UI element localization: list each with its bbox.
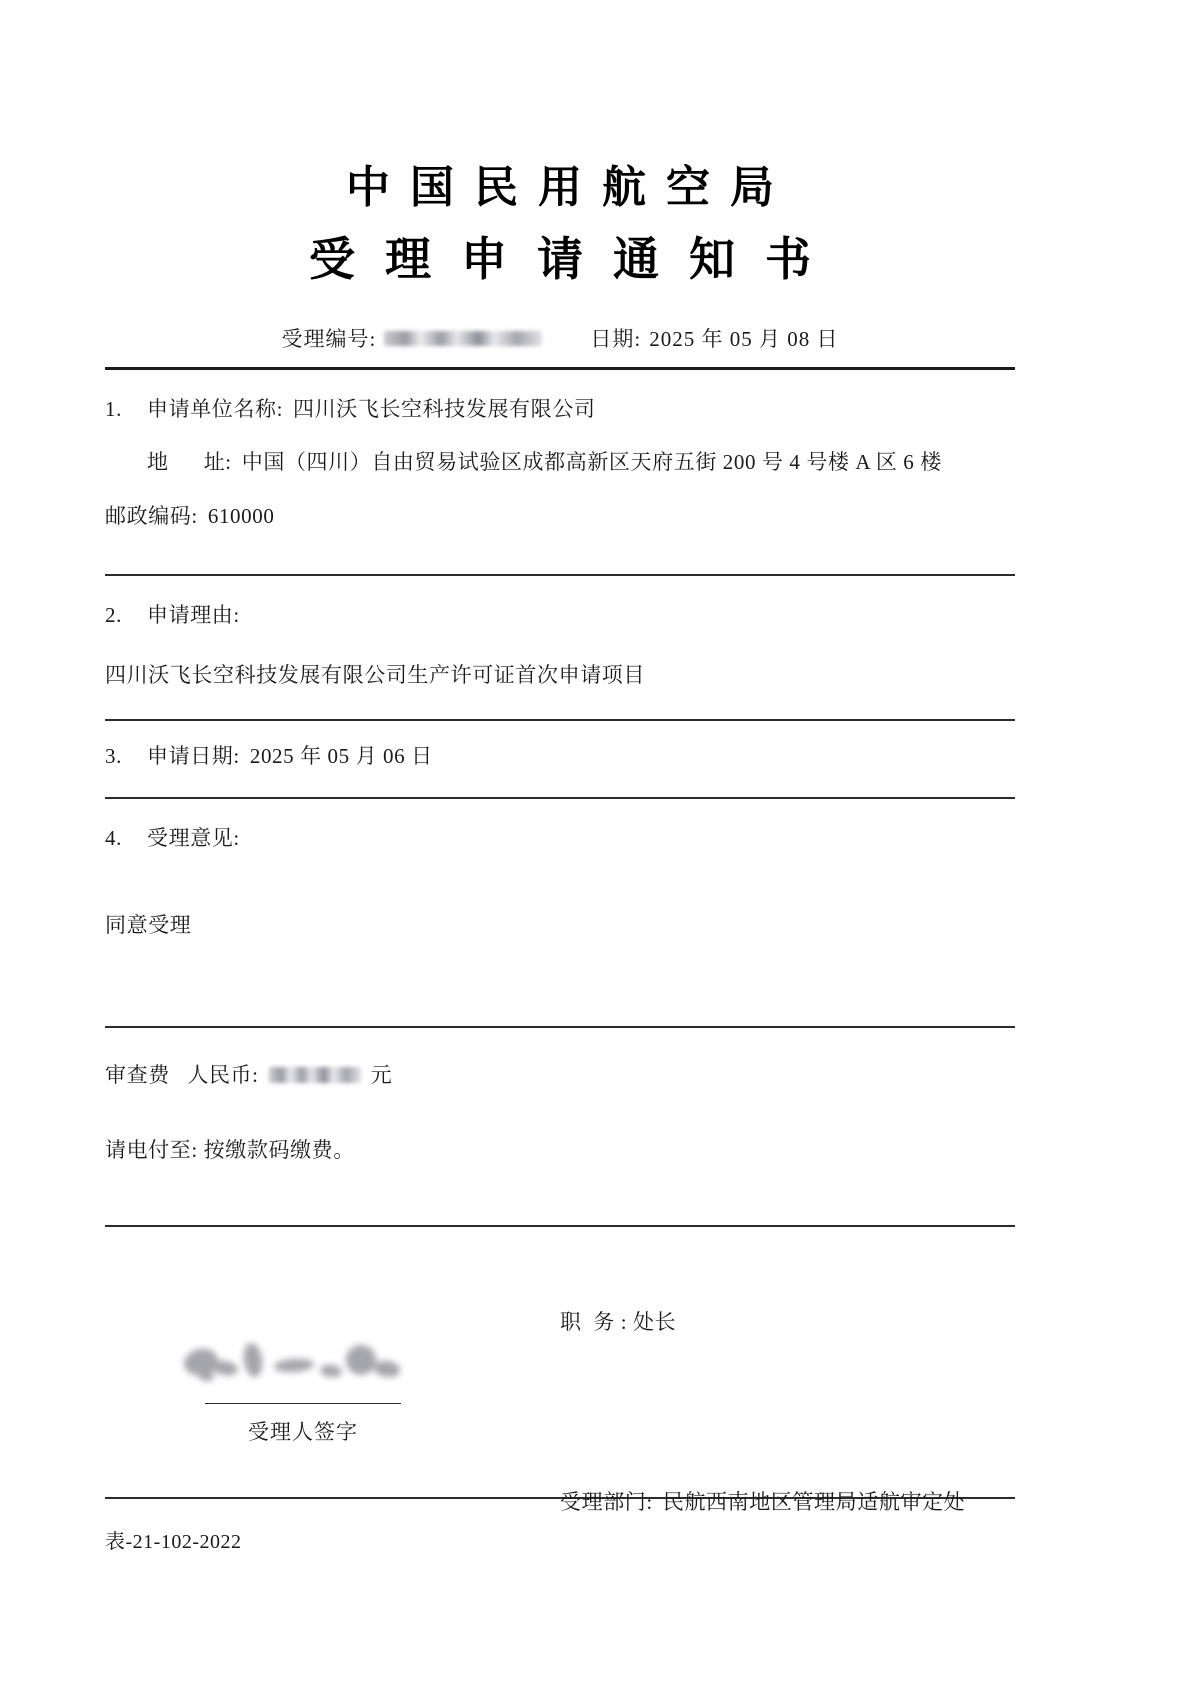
postcode-value: 610000 xyxy=(207,503,275,528)
section-fee xyxy=(105,1028,1015,1225)
date-label: 日期: xyxy=(590,326,642,351)
signature-line xyxy=(205,1403,401,1404)
apply-date-label: 申请日期: xyxy=(147,744,240,768)
opinion-value: 同意受理 xyxy=(105,913,192,937)
postcode-label: 邮政编码: xyxy=(105,503,198,528)
apply-date-value: 2025 年 05 月 06 日 xyxy=(249,744,433,768)
department-label: 受理部门: xyxy=(560,1490,653,1514)
position-row xyxy=(560,1307,965,1339)
postcode-row xyxy=(105,501,1015,533)
reason-label-row xyxy=(105,600,1015,632)
signature-caption: 受理人签字 xyxy=(248,1419,358,1444)
signature-column xyxy=(153,1335,453,1446)
title-block xyxy=(105,0,1015,289)
approval-right-column xyxy=(560,1257,965,1569)
section-apply-date xyxy=(105,721,1015,797)
section2-number: 2. xyxy=(105,603,122,627)
address-row xyxy=(105,447,1015,479)
meta-row xyxy=(105,323,1015,353)
approval-zone xyxy=(105,1227,1015,1514)
organization-title: 中国民用航空局 xyxy=(346,163,794,212)
fee-label: 审查费 人民币: xyxy=(105,1062,259,1087)
fee-unit: 元 xyxy=(370,1062,393,1087)
date-value: 2025 年 05 月 08 日 xyxy=(649,326,839,351)
applicant-value: 四川沃飞长空科技发展有限公司 xyxy=(293,396,596,421)
address-label: 地 址: xyxy=(147,450,232,474)
address-value: 中国（四川）自由贸易试验区成都高新区天府五街 200 号 4 号楼 A 区 6 楼 xyxy=(241,450,942,474)
section-applicant xyxy=(105,370,1015,575)
applicant-row xyxy=(105,394,1015,426)
receipt-no-value-redacted xyxy=(384,331,542,346)
position-label: 职 务 : xyxy=(560,1309,634,1334)
handwritten-signature-redacted xyxy=(178,1335,428,1397)
opinion-label-row xyxy=(105,823,1015,855)
reason-label: 申请理由: xyxy=(147,603,240,627)
section3-number: 3. xyxy=(105,744,122,768)
department-value: 民航西南地区管理局适航审定处 xyxy=(662,1490,966,1514)
position-value: 处长 xyxy=(633,1309,677,1334)
section-reason xyxy=(105,576,1015,719)
form-title: 受理申请通知书 xyxy=(309,233,841,285)
payment-note: 请电付至: 按缴款码缴费。 xyxy=(105,1138,355,1162)
form-code: 表-21-102-2022 xyxy=(105,1530,242,1553)
reason-value: 四川沃飞长空科技发展有限公司生产许可证首次申请项目 xyxy=(105,662,645,687)
section4-number: 4. xyxy=(105,825,122,850)
document-sheet xyxy=(105,0,1015,1554)
apply-date-row xyxy=(105,741,1015,773)
applicant-label: 申请单位名称: xyxy=(147,396,284,421)
section1-number: 1. xyxy=(105,396,122,421)
fee-row xyxy=(105,1060,1015,1092)
opinion-label: 受理意见: xyxy=(147,825,240,850)
department-row xyxy=(560,1487,965,1519)
receipt-no-label: 受理编号: xyxy=(281,326,377,351)
section-opinion xyxy=(105,799,1015,1026)
fee-amount-redacted xyxy=(269,1067,361,1083)
